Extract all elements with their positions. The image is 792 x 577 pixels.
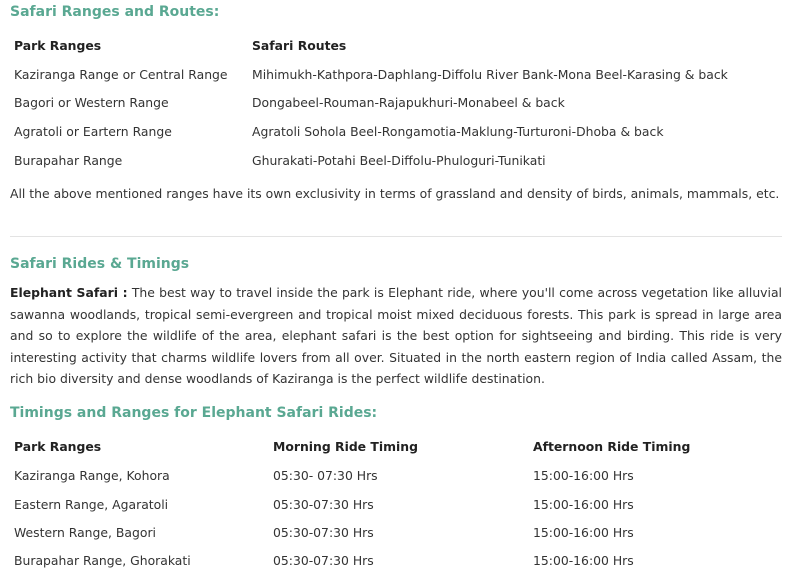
- section-divider: [10, 236, 782, 237]
- table-header: Morning Ride Timing: [273, 439, 418, 454]
- ranges-note: All the above mentioned ranges have its own exclusivity in terms of grassland and density of birds, animals, mammals, etc.: [10, 186, 780, 201]
- table-cell: Burapahar Range, Ghorakati: [14, 553, 191, 568]
- table-cell: Mihimukh-Kathpora-Daphlang-Diffolu River Bank-Mona Beel-Karasing & back: [252, 67, 728, 82]
- table-cell: Kaziranga Range, Kohora: [14, 468, 170, 483]
- section-heading-timings-ranges: Timings and Ranges for Elephant Safari Rides:: [10, 405, 378, 421]
- table-header: Afternoon Ride Timing: [533, 439, 691, 454]
- table-cell: Ghurakati-Potahi Beel-Diffolu-Phuloguri-Tunikati: [252, 153, 546, 168]
- table-cell: 05:30-07:30 Hrs: [273, 497, 374, 512]
- section-heading-rides-timings: Safari Rides & Timings: [10, 256, 190, 272]
- table-cell: Western Range, Bagori: [14, 525, 156, 540]
- table-cell: Burapahar Range: [14, 153, 123, 168]
- table-cell: 05:30-07:30 Hrs: [273, 553, 374, 568]
- table-cell: Bagori or Western Range: [14, 95, 169, 110]
- table-header: Safari Routes: [252, 38, 347, 53]
- table-cell: Eastern Range, Agaratoli: [14, 497, 169, 512]
- table-cell: Dongabeel-Rouman-Rajapukhuri-Monabeel & back: [252, 95, 565, 110]
- table-cell: 05:30-07:30 Hrs: [273, 525, 374, 540]
- elephant-safari-paragraph: [10, 282, 782, 390]
- table-cell: 15:00-16:00 Hrs: [533, 553, 634, 568]
- table-cell: Agratoli Sohola Beel-Rongamotia-Maklung-Turturoni-Dhoba & back: [252, 124, 664, 139]
- table-header: Park Ranges: [14, 439, 102, 454]
- table-header: Park Ranges: [14, 38, 102, 53]
- table-cell: Kaziranga Range or Central Range: [14, 67, 228, 82]
- table-cell: 15:00-16:00 Hrs: [533, 497, 634, 512]
- table-cell: 15:00-16:00 Hrs: [533, 468, 634, 483]
- elephant-safari-body: The best way to travel inside the park is Elephant ride, where you'll come across vegetation like alluvial sawanna woodlands, tropical semi-evergreen and tropical moist mixed deciduous forests. This park is spread in large area and so to explore the wildlife of the area, elephant safari is the best option for sightseeing and birding. This ride is very interesting activity that charms wildlife lovers from all over. Situated in the north eastern region of India called Assam, the rich bio diversity and dense woodlands of Kaziranga is the perfect wildlife destination.: [10, 285, 782, 386]
- section-heading-ranges-routes: Safari Ranges and Routes:: [10, 4, 220, 20]
- table-cell: 05:30- 07:30 Hrs: [273, 468, 378, 483]
- table-cell: Agratoli or Eartern Range: [14, 124, 172, 139]
- elephant-safari-label: Elephant Safari :: [10, 285, 128, 300]
- table-cell: 15:00-16:00 Hrs: [533, 525, 634, 540]
